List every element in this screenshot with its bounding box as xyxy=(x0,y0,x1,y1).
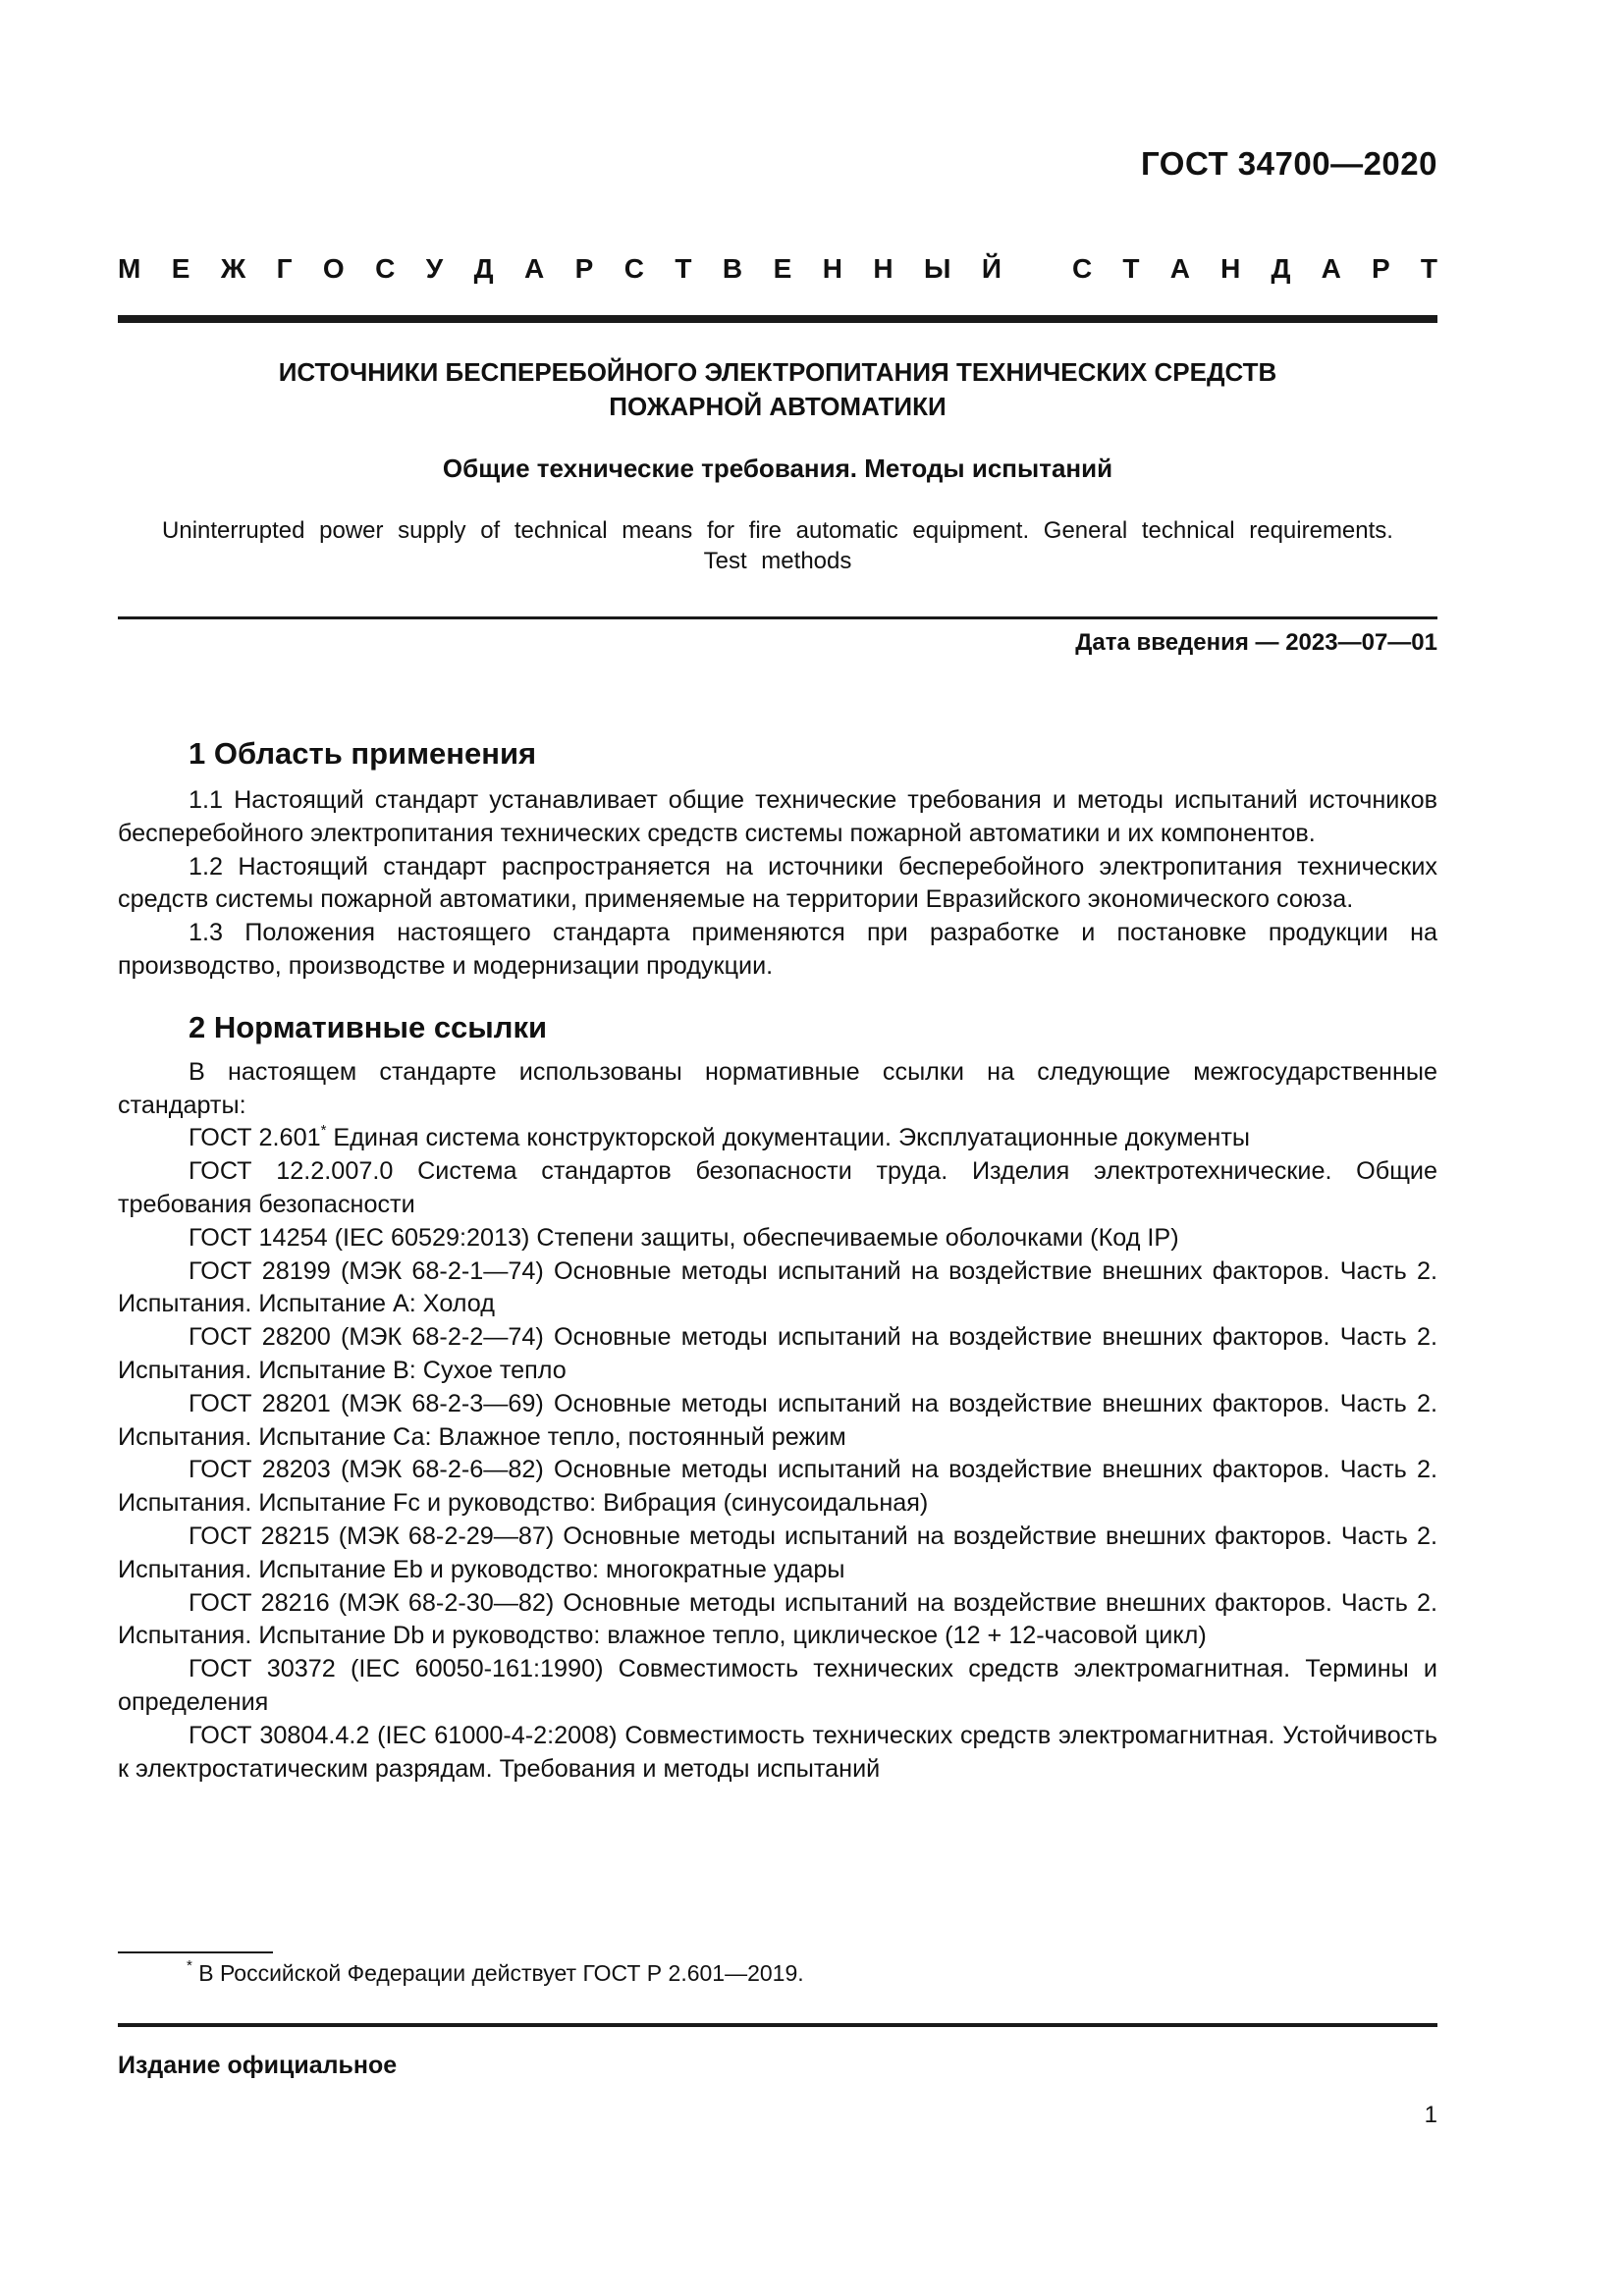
banner-letter: Т xyxy=(675,253,692,284)
reference-item: ГОСТ 14254 (IEC 60529:2013) Степени защиты, обеспечиваемые оболочками (Код IP) xyxy=(189,1223,1179,1252)
banner-letter: Й xyxy=(981,253,1001,284)
reference-item: ГОСТ 28200 (МЭК 68-2-2—74) Основные методы испытаний на воздействие внешних факторов. Часть 2. Испытания. Испытание В: Сухое тепло xyxy=(118,1323,1437,1384)
banner-letter: Г xyxy=(276,253,293,284)
page-number: 1 xyxy=(1424,2102,1437,2128)
interstate-standard-banner xyxy=(118,253,1437,285)
title-line-1: ИСТОЧНИКИ БЕСПЕРЕБОЙНОГО ЭЛЕКТРОПИТАНИЯ ТЕХНИЧЕСКИХ СРЕДСТВ xyxy=(278,357,1277,387)
banner-letter: У xyxy=(425,253,444,284)
reference-item: ГОСТ 28201 (МЭК 68-2-3—69) Основные методы испытаний на воздействие внешних факторов. Часть 2. Испытания. Испытание Са: Влажное тепло, постоянный режим xyxy=(118,1389,1437,1451)
reference-item xyxy=(118,1122,1437,1155)
banner-word-standard xyxy=(1072,253,1437,285)
reference-item: ГОСТ 28215 (МЭК 68-2-29—87) Основные методы испытаний на воздействие внешних факторов. Часть 2. Испытания. Испытание Eb и руководство: многократные удары xyxy=(118,1522,1437,1583)
document-body xyxy=(118,731,1437,1786)
reference-item: ГОСТ 28216 (МЭК 68-2-30—82) Основные методы испытаний на воздействие внешних факторов. Часть 2. Испытания. Испытание Db и руководство: влажное тепло, циклическое (12 + 12-часовой цикл) xyxy=(118,1588,1437,1650)
banner-letter: Н xyxy=(1220,253,1241,284)
section-1-heading: 1 Область применения xyxy=(189,736,537,771)
english-title-line-1: Uninterrupted power supply of technical means for fire automatic equipment. General technical requirements. xyxy=(162,517,1393,544)
reference-item: ГОСТ 30804.4.2 (IEC 61000-4-2:2008) Совместимость технических средств электромагнитная. Устойчивость к электростатическим разрядам. Требования и методы испытаний xyxy=(118,1721,1437,1783)
footnote-mark: * xyxy=(187,1957,192,1974)
paragraph-1-1: 1.1 Настоящий стандарт устанавливает общие технические требования и методы испытаний источников бесперебойного электропитания технических средств системы пожарной автоматики и их компонентов. xyxy=(118,786,1437,847)
banner-letter: А xyxy=(523,253,545,284)
banner-letter: С xyxy=(375,253,396,284)
banner-letter: Д xyxy=(473,253,494,284)
document-subtitle: Общие технические требования. Методы испытаний xyxy=(442,454,1113,483)
footnote xyxy=(187,1957,804,1987)
title-divider xyxy=(118,616,1437,619)
document-title xyxy=(118,355,1437,424)
banner-letter: Р xyxy=(574,253,594,284)
introduction-date: Дата введения — 2023—07—01 xyxy=(1075,629,1437,656)
references-intro: В настоящем стандарте использованы нормативные ссылки на следующие межгосударственные стандарты: xyxy=(118,1057,1437,1119)
banner-letter: А xyxy=(1169,253,1190,284)
footnote-mark: * xyxy=(320,1122,327,1140)
banner-word-interstate xyxy=(118,253,1001,285)
footer-divider xyxy=(118,2023,1437,2027)
banner-letter: Р xyxy=(1372,253,1390,284)
banner-letter: Н xyxy=(822,253,842,284)
banner-letter: Т xyxy=(1122,253,1140,284)
title-line-2: ПОЖАРНОЙ АВТОМАТИКИ xyxy=(609,392,947,421)
reference-item: ГОСТ 28199 (МЭК 68-2-1—74) Основные методы испытаний на воздействие внешних факторов. Часть 2. Испытания. Испытание А: Холод xyxy=(118,1256,1437,1318)
banner-letter: Е xyxy=(773,253,792,284)
banner-letter: Д xyxy=(1271,253,1291,284)
banner-letter: Т xyxy=(1420,253,1437,284)
english-title-line-2: Test methods xyxy=(703,548,852,574)
edition-label: Издание официальное xyxy=(118,2052,398,2079)
reference-item: ГОСТ 30372 (IEC 60050-161:1990) Совместимость технических средств электромагнитная. Термины и определения xyxy=(118,1655,1437,1716)
banner-letter: Е xyxy=(171,253,190,284)
banner-letter: М xyxy=(118,253,141,284)
banner-letter: О xyxy=(322,253,345,284)
banner-letter: В xyxy=(722,253,743,284)
footnote-text: В Российской Федерации действует ГОСТ Р 2.601—2019. xyxy=(191,1960,804,1986)
banner-letter: С xyxy=(1072,253,1093,284)
banner-letter: А xyxy=(1321,253,1341,284)
footnote-divider xyxy=(118,1951,273,1953)
document-number: ГОСТ 34700—2020 xyxy=(1141,145,1437,182)
paragraph-1-3: 1.3 Положения настоящего стандарта применяются при разработке и постановке продукции на производство, производстве и модернизации продукции. xyxy=(118,919,1437,980)
reference-code: ГОСТ 2.601 xyxy=(189,1124,321,1152)
banner-letter: С xyxy=(623,253,644,284)
banner-letter: Н xyxy=(873,253,893,284)
banner-letter: Ы xyxy=(924,253,951,284)
section-2-heading: 2 Нормативные ссылки xyxy=(189,1009,548,1044)
reference-item: ГОСТ 28203 (МЭК 68-2-6—82) Основные методы испытаний на воздействие внешних факторов. Часть 2. Испытания. Испытание Fc и руководство: Вибрация (синусоидальная) xyxy=(118,1456,1437,1518)
reference-item: ГОСТ 12.2.007.0 Система стандартов безопасности труда. Изделия электротехнические. Общие требования безопасности xyxy=(118,1157,1437,1218)
reference-title: Единая система конструкторской документации. Эксплуатационные документы xyxy=(326,1124,1250,1152)
banner-letter: Ж xyxy=(220,253,246,284)
paragraph-1-2: 1.2 Настоящий стандарт распространяется на источники бесперебойного электропитания технических средств системы пожарной автоматики, применяемые на территории Евразийского экономического союза. xyxy=(118,852,1437,914)
english-title xyxy=(118,515,1437,576)
header-divider xyxy=(118,315,1437,323)
